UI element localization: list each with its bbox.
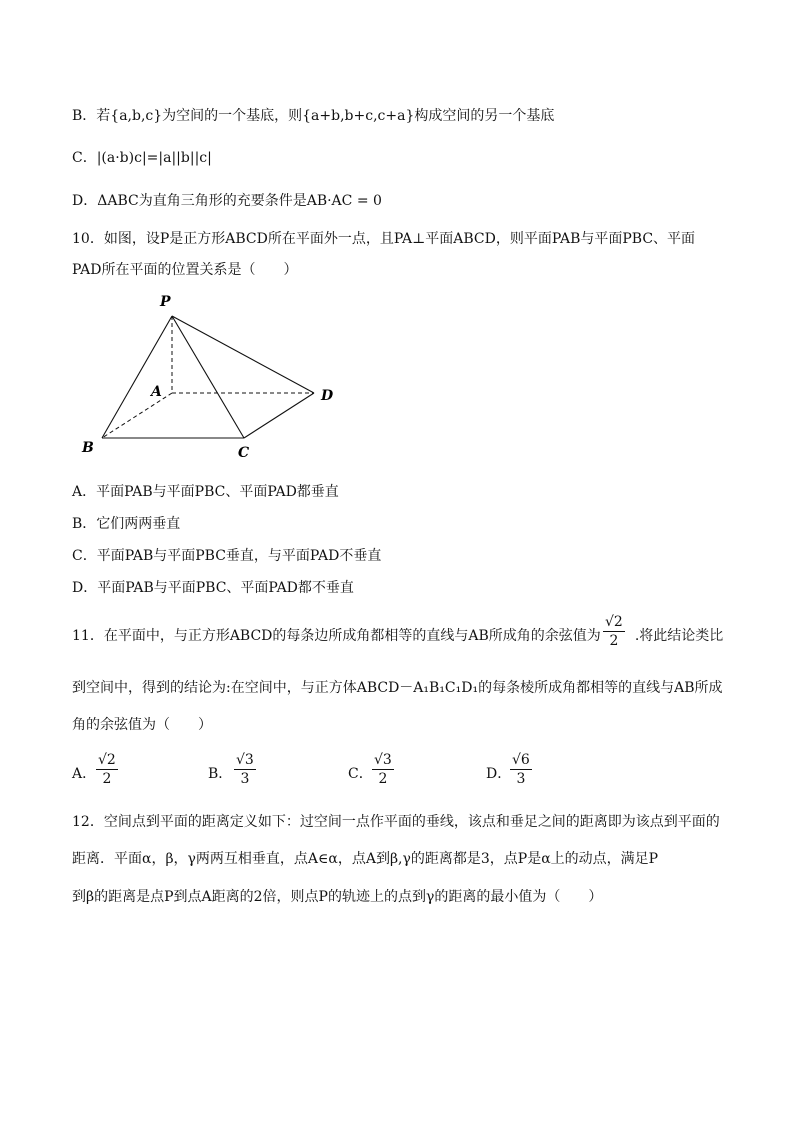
q11-option-c-frac — [372, 752, 394, 787]
q11-option-b-num: √3 — [236, 752, 254, 768]
q10-stem-line1: 10．如图，设P是正方形ABCD所在平面外一点，且PA⊥平面ABCD，则平面PAB与平面PBC、平面 — [72, 231, 696, 247]
q11-option-c-den: 2 — [378, 771, 388, 787]
q12-line3: 到β的距离是点P到点A距离的2倍，则点P的轨迹上的点到γ的距离的最小值为（ ） — [72, 889, 603, 905]
q11-option-d-label: D． — [486, 766, 512, 782]
label-c: C — [238, 445, 250, 461]
q11-option-c-num: √3 — [374, 752, 392, 768]
q9-option-d: D．ΔABC为直角三角形的充要条件是AB·AC = 0 — [72, 193, 382, 209]
q11-option-b-den: 3 — [240, 771, 250, 787]
q11-option-b-frac — [234, 752, 256, 787]
q11-option-a-den: 2 — [102, 771, 112, 787]
q11-frac-num: √2 — [605, 614, 623, 630]
q10-option-b: B．它们两两垂直 — [72, 516, 181, 532]
label-d: D — [321, 388, 334, 404]
q11-option-c-label: C． — [348, 766, 373, 782]
q11-line1-tail: .将此结论类比 — [634, 628, 724, 644]
q11-option-b-label: B． — [208, 766, 233, 782]
q11-line1-text: 11．在平面中，与正方形ABCD的每条边所成角都相等的直线与AB所成角的余弦值为 — [72, 628, 601, 644]
edge-pc — [172, 316, 244, 438]
q11-option-d-frac — [510, 752, 532, 787]
q11-frac-den: 2 — [609, 633, 619, 649]
label-b: B — [82, 440, 94, 456]
edge-cd — [244, 393, 314, 438]
edge-pd — [172, 316, 314, 393]
q11-option-a-num: √2 — [98, 752, 116, 768]
q10-option-c: C．平面PAB与平面PBC垂直，与平面PAD不垂直 — [72, 548, 382, 564]
label-a: A — [151, 384, 162, 400]
q10-option-a: A．平面PAB与平面PBC、平面PAD都垂直 — [72, 484, 339, 500]
q11-cos-fraction — [603, 614, 625, 649]
q9-option-b: B．若{a,b,c}为空间的一个基底，则{a+b,b+c,c+a}构成空间的另一个基底 — [72, 108, 555, 124]
q11-option-a-frac — [96, 752, 118, 787]
q11-option-a-label: A． — [72, 766, 97, 782]
q11-line2: 到空间中，得到的结论为:在空间中，与正方体ABCD－A₁B₁C₁D₁的每条棱所成角都相等的直线与AB所成 — [72, 680, 723, 696]
q11-line1 — [72, 626, 723, 646]
edge-pb — [102, 316, 172, 438]
q9-option-c: C．|(a·b)c|=|a||b||c| — [72, 150, 212, 166]
q10-option-d: D．平面PAB与平面PBC、平面PAD都不垂直 — [72, 580, 354, 596]
q11-option-d-num: √6 — [512, 752, 530, 768]
q11-line3: 角的余弦值为（ ） — [72, 717, 212, 733]
q10-stem-line2: PAD所在平面的位置关系是（ ） — [72, 262, 298, 278]
label-p: P — [160, 294, 171, 310]
q12-line2: 距离．平面α，β，γ两两互相垂直，点A∈α，点A到β,γ的距离都是3，点P是α上的动点，满足P — [72, 851, 659, 867]
pyramid-figure — [72, 290, 362, 465]
q11-option-d-den: 3 — [516, 771, 526, 787]
q12-line1: 12．空间点到平面的距离定义如下：过空间一点作平面的垂线，该点和垂足之间的距离即为该点到平面的 — [72, 814, 720, 830]
